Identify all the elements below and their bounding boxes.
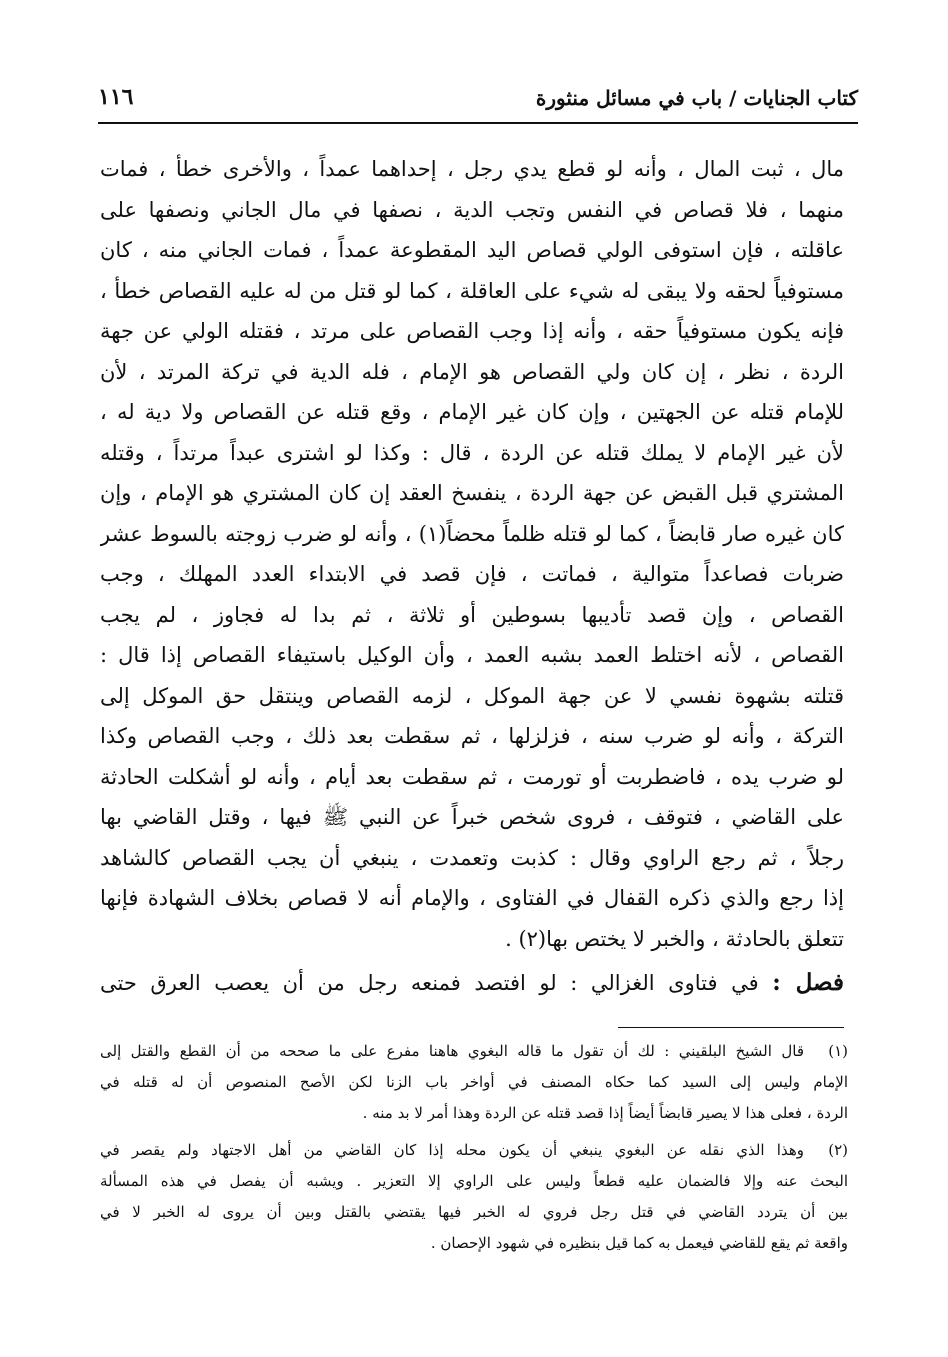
- text-line: القصاص ، لأنه اختلط العمد بشبه العمد ، وأن الوكيل باستيفاء القصاص إذا قال :: [100, 643, 844, 667]
- section-heading: فصل :: [772, 969, 844, 996]
- footnote-line: بين أن يتردد القاضي في قتل رجل فروي له الخبر فيها يقتضي بالقتل وبين أن يروى له الخبر لا في: [100, 1203, 848, 1221]
- footnote-line: قال الشيخ البلقيني : لك أن تقول ما قاله البغوي هاهنا مفرع على ما صححه من أن القطع والقتل إلى: [100, 1042, 804, 1060]
- text-line: المشتري قبل القبض عن جهة الردة ، ينفسخ العقد إن كان المشتري هو الإمام ، وإن: [100, 481, 844, 505]
- header-divider: [98, 122, 858, 124]
- text-line: على القاضي ، فتوقف ، فروى شخص خبراً عن النبي ﷺ فيها ، وقتل القاضي بها: [100, 805, 844, 829]
- text-line: رجلاً ، ثم رجع الراوي وقال : كذبت وتعمدت ، ينبغي أن يجب القصاص كالشاهد: [100, 845, 844, 870]
- footnote-marker: (٢): [828, 1141, 848, 1159]
- text-line: كان غيره صار قابضاً ، كما لو قتله ظلماً محضاً(١) ، وأنه لو ضرب زوجته بالسوط عشر: [100, 521, 844, 546]
- text-line: فإنه يكون مستوفياً حقه ، وأنه إذا وجب القصاص على مرتد ، فقتله الولي عن جهة: [100, 319, 844, 343]
- main-text: [100, 150, 844, 958]
- text-line: التركة ، وأنه لو ضرب سنه ، فزلزلها ، ثم سقطت بعد ذلك ، وجب القصاص وكذا: [100, 724, 844, 748]
- footnote-divider: [618, 1027, 844, 1028]
- footnote-line: البحث عنه وإلا فالضمان عليه قطعاً وليس على الراوي إلا التعزير . ويشبه أن يفصل في هذه المسألة: [100, 1172, 848, 1190]
- section-line: [100, 963, 844, 1003]
- chapter-title: كتاب الجنايات / باب في مسائل منثورة: [535, 86, 858, 110]
- text-line: القصاص ، وإن قصد تأديبها بسوطين أو ثلاثة ، ثم بدا له فجاوز ، لم يجب: [100, 602, 844, 627]
- section-text: في فتاوى الغزالي : لو افتصد فمنعه رجل من أن يعصب العرق حتى: [100, 971, 759, 995]
- footnote-line: الردة ، فعلى هذا لا يصير قابضاً أيضاً إذا قصد قتله عن الردة وهذا أمر لا بد منه .: [362, 1104, 848, 1122]
- text-line: الردة ، نظر ، إن كان ولي القصاص هو الإمام ، فله الدية في تركة المرتد ، لأن: [100, 359, 844, 384]
- text-line: قتلته بشهوة نفسي لا عن جهة الموكل ، لزمه القصاص وينتقل حق الموكل إلى: [100, 683, 844, 708]
- text-line: لو ضرب يده ، فاضطربت أو تورمت ، ثم سقطت بعد أيام ، وأنه لو أشكلت الحادثة: [100, 764, 844, 789]
- text-line: إذا رجع والذي ذكره القفال في الفتاوى ، والإمام أنه لا قصاص بخلاف الشهادة فإنها: [100, 886, 844, 910]
- text-line: مستوفياً لحقه ولا يبقى له شيء على العاقلة ، كما لو قتل من له عليه القصاص خطأ ،: [100, 278, 844, 303]
- footnote-line: واقعة ثم يقع للقاضي فيعمل به كما قيل بنظيره في شهود الإحصان .: [430, 1234, 848, 1252]
- text-line: تتعلق بالحادثة ، والخبر لا يختص بها(٢) .: [505, 926, 844, 951]
- page-number: ١١٦: [98, 84, 134, 110]
- footnote-marker: (١): [828, 1042, 848, 1060]
- footnote-line: وهذا الذي نقله عن البغوي ينبغي أن يكون محله إذا كان القاضي من أهل الاجتهاد ولم يقصر في: [100, 1141, 804, 1159]
- running-header: [98, 84, 858, 118]
- footnote-line: الإمام وليس إلى السيد كما حكاه المصنف في أواخر باب الزنا لكن الأصح المنصوص أن له قتله في: [100, 1073, 848, 1091]
- text-line: منهما ، فلا قصاص في النفس وتجب الدية ، نصفها في مال الجاني ونصفها على: [100, 197, 844, 222]
- text-line: لأن غير الإمام لا يملك قتله عن الردة ، قال : وكذا لو اشترى عبداً مرتداً ، وقتله: [100, 440, 844, 465]
- text-line: ضربات فصاعداً متوالية ، فماتت ، فإن قصد في الابتداء العدد المهلك ، وجب: [100, 562, 844, 586]
- text-line: عاقلته ، فإن استوفى الولي قصاص اليد المقطوعة عمداً ، فمات الجاني منه ، كان: [100, 238, 844, 262]
- text-line: مال ، ثبت المال ، وأنه لو قطع يدي رجل ، إحداهما عمداً ، والأخرى خطأ ، فمات: [100, 157, 844, 181]
- text-line: للإمام قتله عن الجهتين ، وإن كان غير الإمام ، وقع قتله عن القصاص ولا دية له ،: [100, 400, 844, 424]
